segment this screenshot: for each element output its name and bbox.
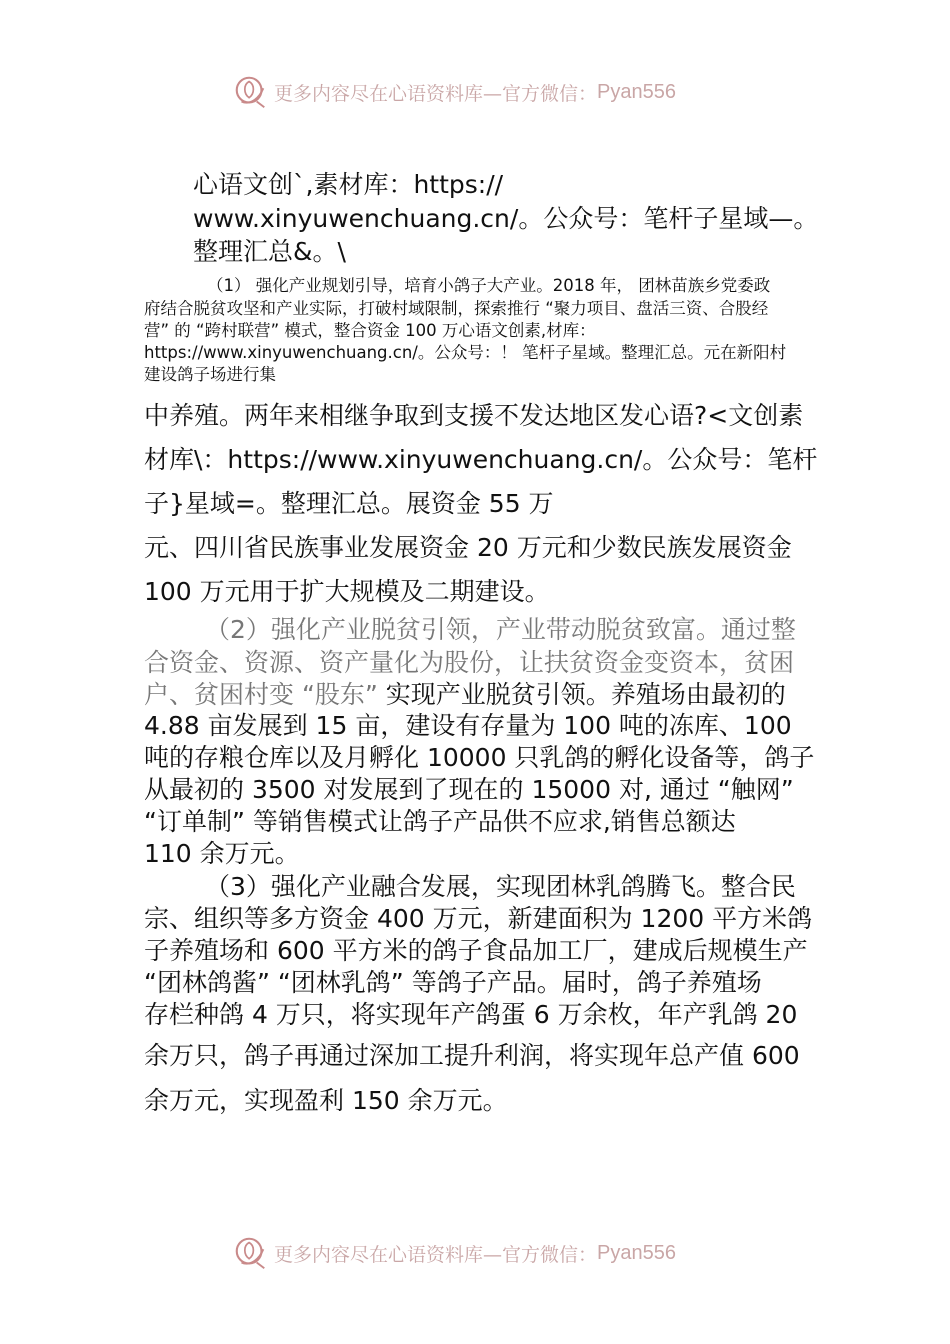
para3-line: 余万只，鸽子再通过深加工提升利润，将实现年总产值 600 [144,1041,800,1070]
para2-line: 合资金、资源、资产量化为股份，让扶贫资金变资本，贫困 [144,648,795,677]
para1-line: 中养殖。两年来相继争取到支援不发达地区发心语?<文创素 [144,401,804,430]
para1-line: 材库\：https://www.xinyuwenchuang.cn/。公众号：笔杆 [144,445,818,474]
watermark-code: Pyan556 [597,1241,676,1264]
para2-line: “订单制” 等销售模式让鸽子产品供不应求,销售总额达 [144,807,736,836]
para3-line: “团林鸽酱” “团林乳鸽” 等鸽子产品。届时，鸽子养殖场 [144,968,762,997]
para1-small-line: https://www.xinyuwenchuang.cn/。公众号：！ 笔杆子星域。整理汇总。元在新阳村 [144,343,787,362]
watermark-text: 更多内容尽在心语资料库—官方微信： [274,1243,598,1266]
intro-line: 心语文创`,素材库：https:// [193,170,504,199]
para1-small-line: 建设鸽子场进行集 [144,365,276,384]
para2-line: 户、贫困村变 “股东” 实现产业脱贫引领。养殖场由最初的 [144,680,786,709]
para3-line: 子养殖场和 600 平方米的鸽子食品加工厂，建成后规模生产 [144,936,808,965]
watermark-text: 更多内容尽在心语资料库—官方微信： [274,82,598,105]
watermark-banner-bottom [232,1233,732,1273]
para1-line: 元、四川省民族事业发展资金 20 万元和少数民族发展资金 [144,533,792,562]
watermark-code: Pyan556 [597,80,676,103]
para3-line: 宗、组织等多方资金 400 万元，新建面积为 1200 平方米鸽 [144,904,813,933]
watermark-banner-top [232,72,732,112]
para2-line: 4.88 亩发展到 15 亩，建设有存量为 100 吨的冻库、100 [144,711,792,740]
para2-line: （2）强化产业脱贫引领，产业带动脱贫致富。通过整 [205,615,796,644]
para1-line: 100 万元用于扩大规模及二期建设。 [144,577,550,606]
rose-logo-icon [232,1234,270,1272]
para3-line: （3）强化产业融合发展，实现团林乳鸽腾飞。整合民 [205,872,796,901]
intro-line: 整理汇总&。\ [193,237,346,266]
rose-logo-icon [232,73,270,111]
para3-line: 存栏种鸽 4 万只，将实现年产鸽蛋 6 万余枚，年产乳鸽 20 [144,1000,798,1029]
para2-line: 从最初的 3500 对发展到了现在的 15000 对, 通过 “触网” [144,775,794,804]
para3-line: 余万元，实现盈利 150 余万元。 [144,1086,508,1115]
para2-line: 110 余万元。 [144,839,300,868]
para1-line: 子}星域=。整理汇总。展资金 55 万 [144,489,554,518]
intro-line: www.xinyuwenchuang.cn/。公众号：笔杆子星域—。 [193,204,819,233]
para1-small-line: 营” 的 “跨村联营” 模式，整合资金 100 万心语文创素,材库： [144,321,596,340]
para2-line: 吨的存粮仓库以及月孵化 10000 只乳鸽的孵化设备等，鸽子 [144,743,815,772]
para1-small-line: 府结合脱贫攻坚和产业实际，打破村域限制，探索推行 “聚力项目、盘活三资、合股经 [144,299,769,318]
para1-small-line: （1） 强化产业规划引导，培育小鸽子大产业。2018 年， 团林苗族乡党委政 [207,276,771,295]
